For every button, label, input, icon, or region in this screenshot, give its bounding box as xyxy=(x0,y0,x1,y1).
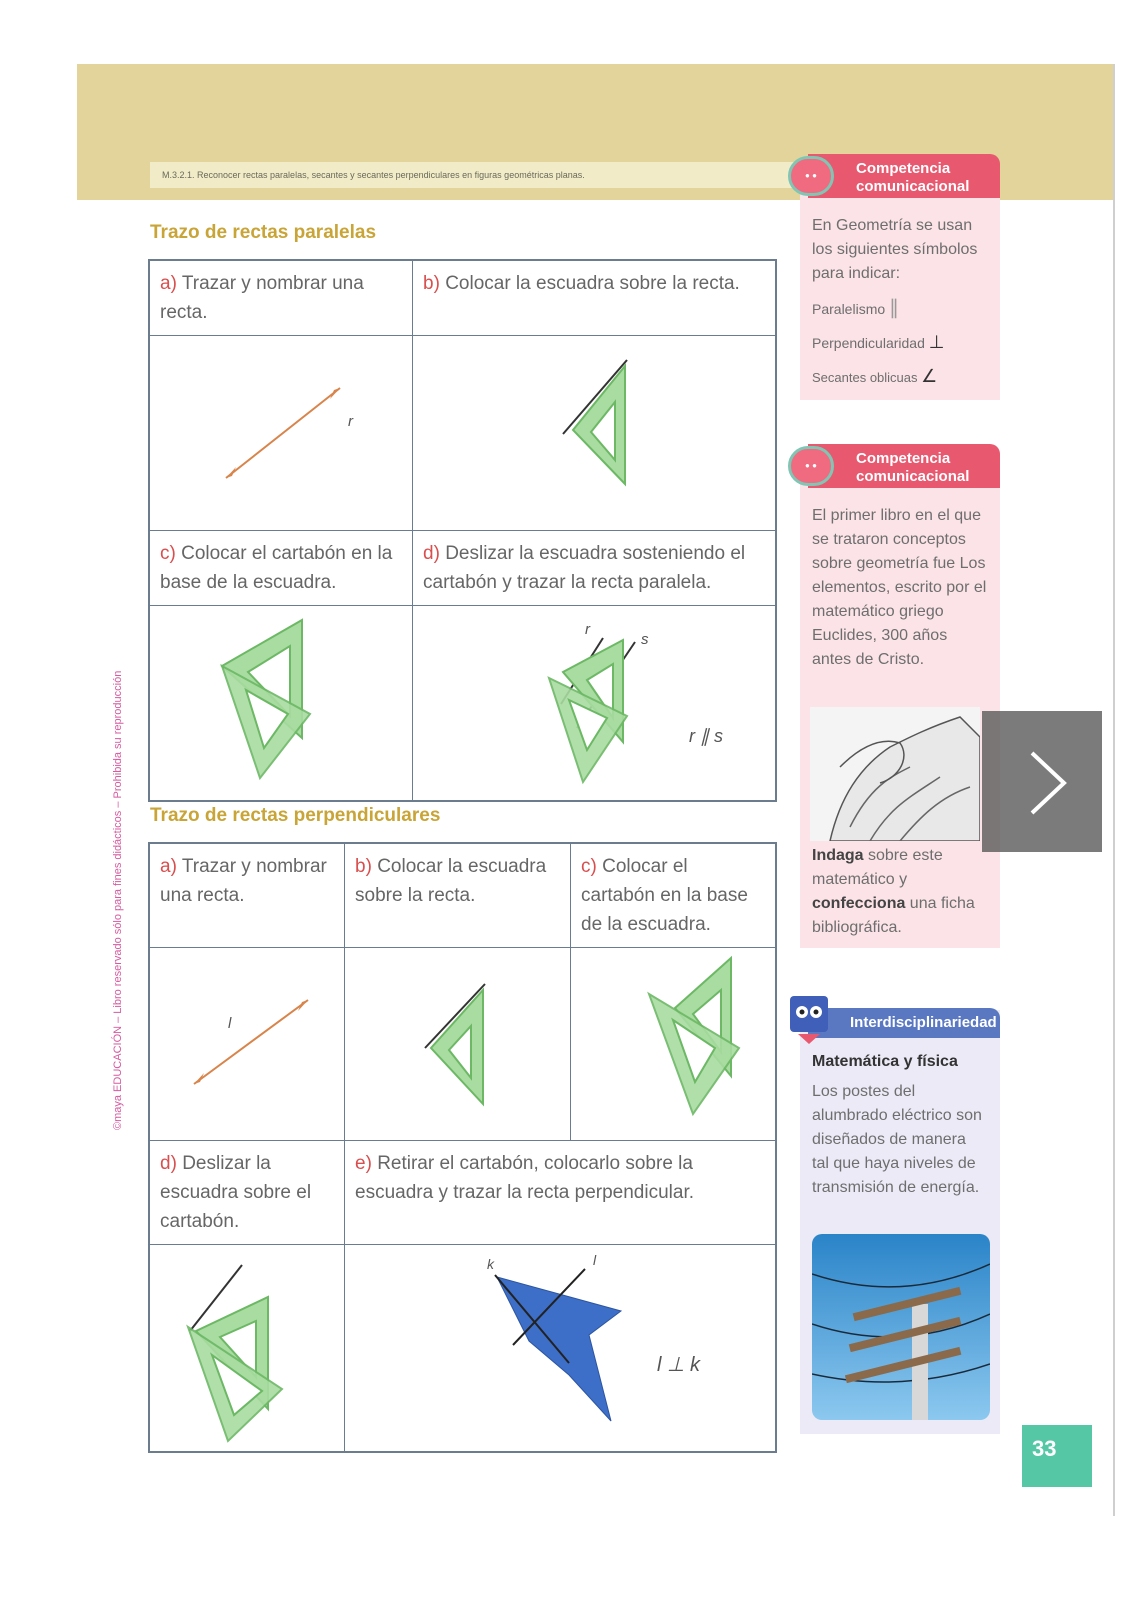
label-l: l xyxy=(593,1252,597,1268)
side-note-2-header: Competencia comunicacional xyxy=(808,444,1000,488)
slide-figure xyxy=(150,1245,344,1451)
page-number: 33 xyxy=(1022,1425,1092,1487)
chevron-right-icon xyxy=(982,711,1102,852)
step-d: d) Deslizar la escuadra sosteniendo el cartabón y trazar la recta paralela. xyxy=(413,531,777,606)
line-r xyxy=(226,388,340,478)
step-c: c) Colocar el cartabón en la base de la escuadra. xyxy=(149,531,413,606)
interdisciplinary-subtitle: Matemática y física xyxy=(812,1053,958,1070)
step-d: d) Deslizar la escuadra sobre el cartabón. xyxy=(149,1141,345,1245)
line-l xyxy=(194,1000,308,1084)
figure-a xyxy=(149,948,345,1141)
side-note-2-text: El primer libro en el que se trataron conceptos sobre geometría fue Los elementos, escrito por el matemático griego Euclides, 300 años antes de Cristo. xyxy=(812,507,987,668)
power-pole-image xyxy=(812,1234,990,1420)
step-b: b) Colocar la escuadra sobre la recta. xyxy=(413,260,777,336)
side-note-1-header: Competencia comunicacional xyxy=(808,154,1000,198)
page-edge xyxy=(1113,64,1115,1516)
figure-e xyxy=(345,1245,777,1453)
parallel-steps-table xyxy=(148,259,777,802)
symbol-parallel: Paralelismo ∥ xyxy=(812,297,900,319)
side-note-2-task: Indaga sobre este matemático y confecciona una ficha bibliográfica. xyxy=(812,847,975,936)
parallel-section-title: Trazo de rectas paralelas xyxy=(150,222,377,243)
interdisciplinary-header: Interdisciplinariedad xyxy=(808,1008,1000,1038)
step-a: a) Trazar y nombrar una recta. xyxy=(149,843,345,948)
cartabon-figure xyxy=(571,948,775,1140)
label-s: s xyxy=(641,631,649,648)
perpendicular-steps-table xyxy=(148,842,777,1453)
line-r-figure xyxy=(150,336,412,530)
figure-d xyxy=(413,606,777,802)
perpendicular-notation: l ⊥ k xyxy=(657,1354,700,1376)
step-c: c) Colocar el cartabón en la base de la escuadra. xyxy=(571,843,777,948)
side-note-1-intro: En Geometría se usan los siguientes símbolos para indicar: xyxy=(812,217,978,282)
label-r: r xyxy=(348,413,353,430)
perpendicular-lines-figure xyxy=(345,1245,775,1451)
learning-objective: M.3.2.1. Reconocer rectas paralelas, secantes y secantes perpendiculares en figuras geométricas planas. xyxy=(150,162,800,188)
speech-bubble-icon: ● ● xyxy=(788,156,834,196)
step-b: b) Colocar la escuadra sobre la recta. xyxy=(345,843,571,948)
set-square-on-line-figure xyxy=(413,336,775,530)
figure-b xyxy=(413,336,777,531)
interdisciplinary-text: Los postes del alumbrado eléctrico son diseñados de manera tal que haya niveles de transmisión de energía. xyxy=(812,1083,982,1196)
cartabon-figure xyxy=(150,606,412,800)
perpendicular-section-title: Trazo de rectas perpendiculares xyxy=(150,805,441,826)
step-a: a) Trazar y nombrar una recta. xyxy=(149,260,413,336)
euclid-statue-image xyxy=(810,707,980,841)
label-k: k xyxy=(487,1256,494,1272)
step-e: e) Retirar el cartabón, colocarlo sobre la escuadra y trazar la recta perpendicular. xyxy=(345,1141,777,1245)
figure-c xyxy=(571,948,777,1141)
figure-c xyxy=(149,606,413,802)
symbol-oblique: Secantes oblicuas ∠ xyxy=(812,366,938,386)
next-page-button[interactable] xyxy=(982,711,1102,852)
label-l: l xyxy=(228,1015,232,1032)
figure-a xyxy=(149,336,413,531)
figure-b xyxy=(345,948,571,1141)
owl-mascot-icon xyxy=(784,990,834,1046)
set-square-on-line-figure xyxy=(345,948,570,1140)
parallel-notation: r ∥ s xyxy=(689,726,723,746)
line-l-figure xyxy=(150,948,344,1140)
symbol-perpendicular: Perpendicularidad ⊥ xyxy=(812,332,945,352)
vertical-copyright: ©maya EDUCACIÓN – Libro reservado sólo para fines didácticos – Prohibida su reproducción xyxy=(112,670,124,1130)
label-r: r xyxy=(585,621,590,638)
speech-bubble-icon: ● ● xyxy=(788,446,834,486)
parallel-lines-figure xyxy=(413,606,775,800)
figure-d xyxy=(149,1245,345,1453)
